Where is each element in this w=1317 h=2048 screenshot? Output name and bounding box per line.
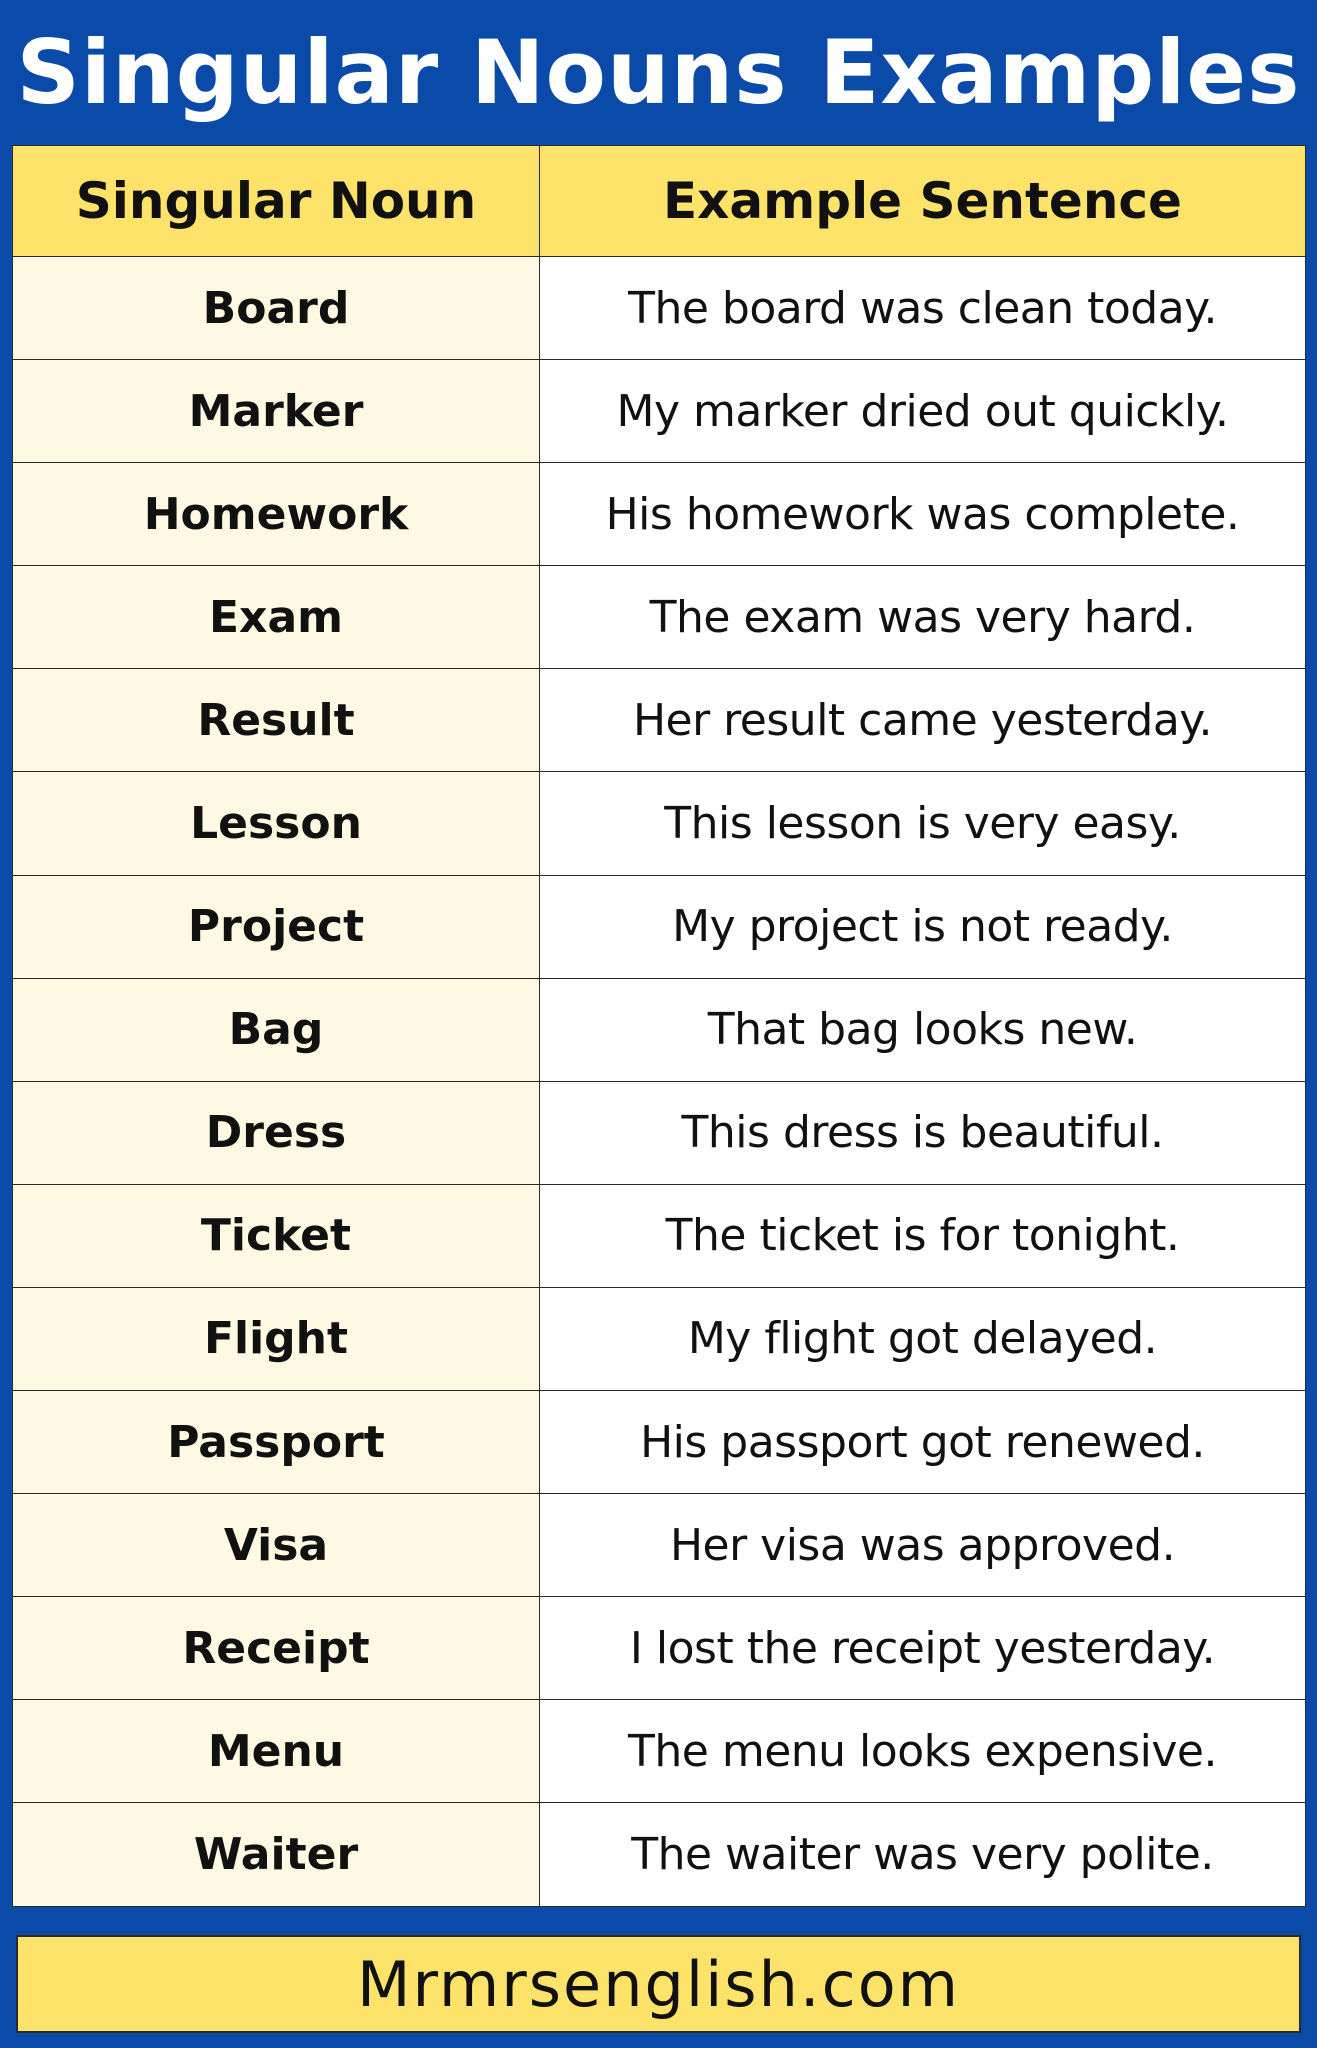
table-row: [13, 1494, 1306, 1597]
header-singular-noun: Singular Noun: [13, 146, 540, 257]
table-row: [13, 1803, 1306, 1906]
sentence-cell: I lost the receipt yesterday.: [540, 1597, 1306, 1700]
table-row: [13, 1391, 1306, 1494]
website-footer: Mrmrsenglish.com: [16, 1935, 1301, 2033]
noun-cell: Result: [13, 669, 540, 772]
noun-cell: Receipt: [13, 1597, 540, 1700]
table-row: [13, 463, 1306, 566]
noun-cell: Marker: [13, 360, 540, 463]
sentence-cell: Her result came yesterday.: [540, 669, 1306, 772]
sentence-cell: This lesson is very easy.: [540, 772, 1306, 875]
sentence-cell: My project is not ready.: [540, 875, 1306, 978]
noun-cell: Board: [13, 257, 540, 360]
sentence-cell: The menu looks expensive.: [540, 1700, 1306, 1803]
sentence-cell: This dress is beautiful.: [540, 1081, 1306, 1184]
table-row: [13, 875, 1306, 978]
table-row: [13, 566, 1306, 669]
table-row: [13, 772, 1306, 875]
noun-cell: Ticket: [13, 1184, 540, 1287]
sentence-cell: His passport got renewed.: [540, 1391, 1306, 1494]
sentence-cell: The waiter was very polite.: [540, 1803, 1306, 1906]
table-row: [13, 1700, 1306, 1803]
noun-cell: Dress: [13, 1081, 540, 1184]
table-row: [13, 1081, 1306, 1184]
sentence-cell: My flight got delayed.: [540, 1287, 1306, 1390]
table-row: [13, 257, 1306, 360]
table-row: [13, 1287, 1306, 1390]
sentence-cell: His homework was complete.: [540, 463, 1306, 566]
noun-cell: Passport: [13, 1391, 540, 1494]
noun-cell: Lesson: [13, 772, 540, 875]
sentence-cell: The board was clean today.: [540, 257, 1306, 360]
noun-cell: Visa: [13, 1494, 540, 1597]
page-title: Singular Nouns Examples: [16, 21, 1301, 124]
table-row: [13, 669, 1306, 772]
noun-cell: Flight: [13, 1287, 540, 1390]
header-example-sentence: Example Sentence: [540, 146, 1306, 257]
table-row: [13, 1184, 1306, 1287]
sentence-cell: That bag looks new.: [540, 978, 1306, 1081]
sentence-cell: My marker dried out quickly.: [540, 360, 1306, 463]
noun-cell: Waiter: [13, 1803, 540, 1906]
table-header-row: [13, 146, 1306, 257]
noun-cell: Menu: [13, 1700, 540, 1803]
table-row: [13, 360, 1306, 463]
sentence-cell: The ticket is for tonight.: [540, 1184, 1306, 1287]
sentence-cell: The exam was very hard.: [540, 566, 1306, 669]
nouns-table: [12, 145, 1306, 1907]
noun-cell: Bag: [13, 978, 540, 1081]
table-row: [13, 1597, 1306, 1700]
table-row: [13, 978, 1306, 1081]
sentence-cell: Her visa was approved.: [540, 1494, 1306, 1597]
noun-cell: Homework: [13, 463, 540, 566]
noun-cell: Project: [13, 875, 540, 978]
noun-cell: Exam: [13, 566, 540, 669]
